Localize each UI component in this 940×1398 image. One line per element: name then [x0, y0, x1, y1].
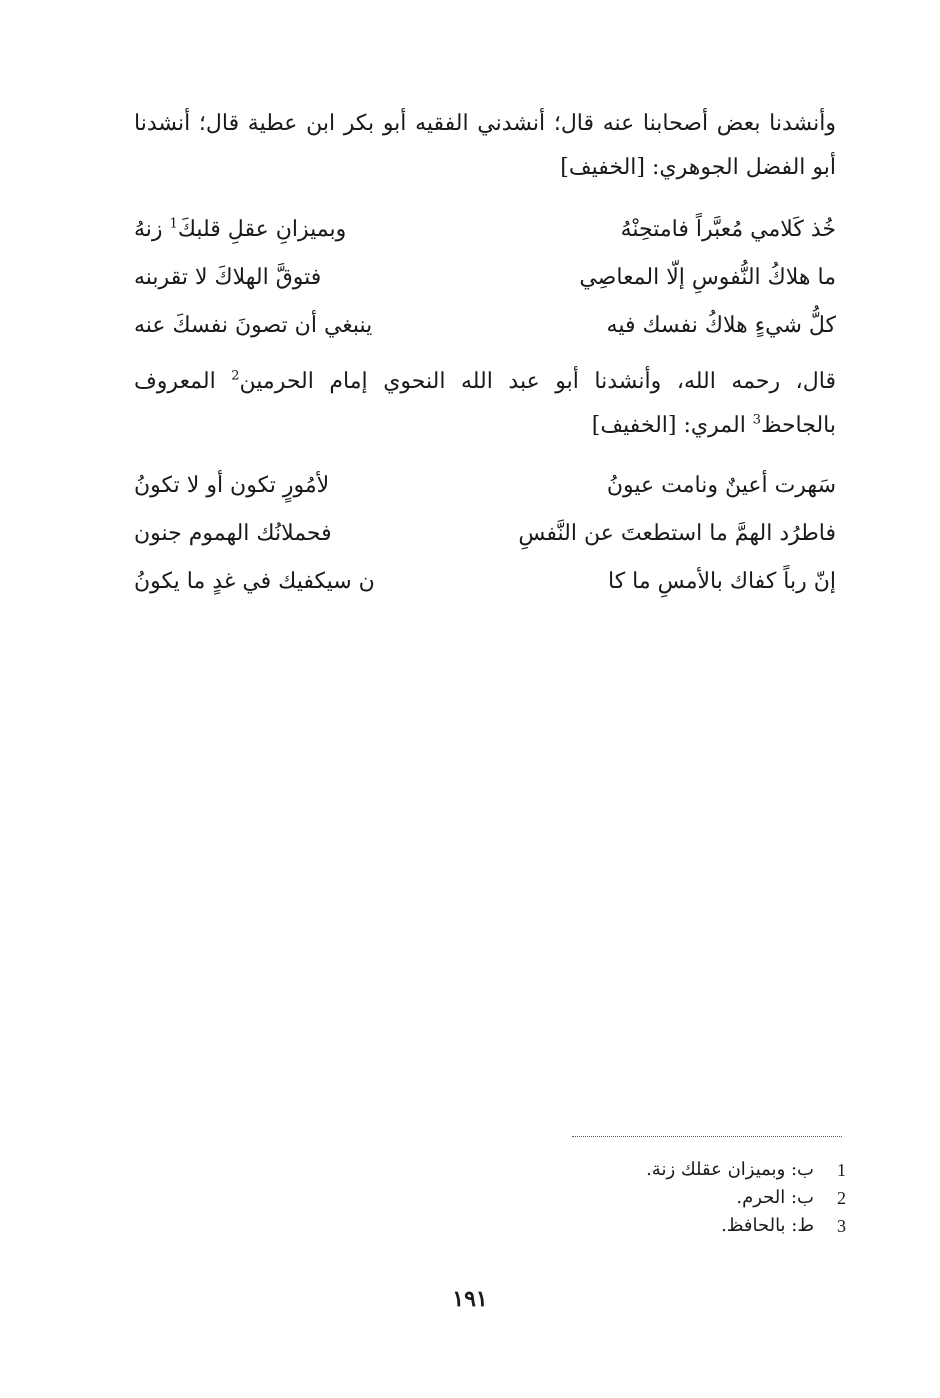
footnote-number: 1 — [837, 1160, 846, 1180]
footnote-text: ب: وبميزان عقلك زنة. — [646, 1159, 814, 1180]
verse-line — [134, 302, 836, 350]
footnote-number: 2 — [837, 1188, 846, 1208]
verse-first-hemistich: خُذ كَلامي مُعبَّراً فامتحِنْهُ — [620, 217, 836, 242]
verse-first-hemistich: سَهرت أعينٌ ونامت عيونُ — [606, 473, 836, 498]
footnote-item — [500, 1184, 846, 1212]
verse-line — [134, 462, 836, 510]
verse-first-hemistich: فاطرُد الهمَّ ما استطعتَ عن النَّفسِ — [518, 521, 836, 546]
verse-first-hemistich: إنّ رباً كفاك بالأمسِ ما كا — [608, 569, 836, 594]
verse-second-hemistich: ينبغي أن تصونَ نفسكَ عنه — [134, 313, 373, 338]
footnote-divider — [572, 1136, 842, 1137]
intro-paragraph — [134, 102, 836, 190]
verse-second-hemistich: ن سيكفيك في غدٍ ما يكونُ — [134, 569, 375, 594]
verse-line — [134, 510, 836, 558]
footnote-item — [500, 1156, 846, 1184]
footnote-ref: 1 — [169, 216, 178, 232]
verse-second-hemistich: وبميزانِ عقلِ قلبكَ$^1$ زنهُ — [134, 216, 347, 242]
verse-first-hemistich: ما هلاكُ النُّفوسِ إلّا المعاصِي — [579, 265, 836, 290]
second-paragraph: قال، رحمه الله، وأنشدنا أبو عبد الله النحوي إمام الحرمين$^2$ المعروف بالجاحظ$^3$ المري: [الخفيف] — [134, 368, 836, 438]
verse-line — [134, 254, 836, 302]
verse-second-hemistich: لأمُورٍ تكون أو لا تكونُ — [134, 473, 330, 498]
verse-line — [134, 558, 836, 606]
footnote-text: ب: الحرم. — [736, 1187, 814, 1208]
page-number: ١٩١ — [452, 1286, 488, 1312]
footnote-ref: 2 — [231, 368, 240, 384]
intro-text: وأنشدنا بعض أصحابنا عنه قال؛ أنشدني الفقيه أبو بكر ابن عطية قال؛ أنشدنا أبو الفضل الجوهري: [الخفيف] — [134, 111, 836, 180]
footnotes — [500, 1156, 846, 1240]
verse-line — [134, 206, 836, 254]
verse-first-hemistich: كلُّ شيءٍ هلاكُ نفسك فيه — [606, 313, 836, 338]
footnote-text: ط: بالحافظ. — [721, 1215, 814, 1236]
footnote-number: 3 — [837, 1216, 846, 1236]
verse-second-hemistich: فحملانُك الهموم جنون — [134, 521, 332, 546]
verse-second-hemistich: فتوقَّ الهلاكَ لا تقربنه — [134, 265, 322, 290]
footnote-item — [500, 1212, 846, 1240]
footnote-ref: 3 — [752, 412, 762, 428]
